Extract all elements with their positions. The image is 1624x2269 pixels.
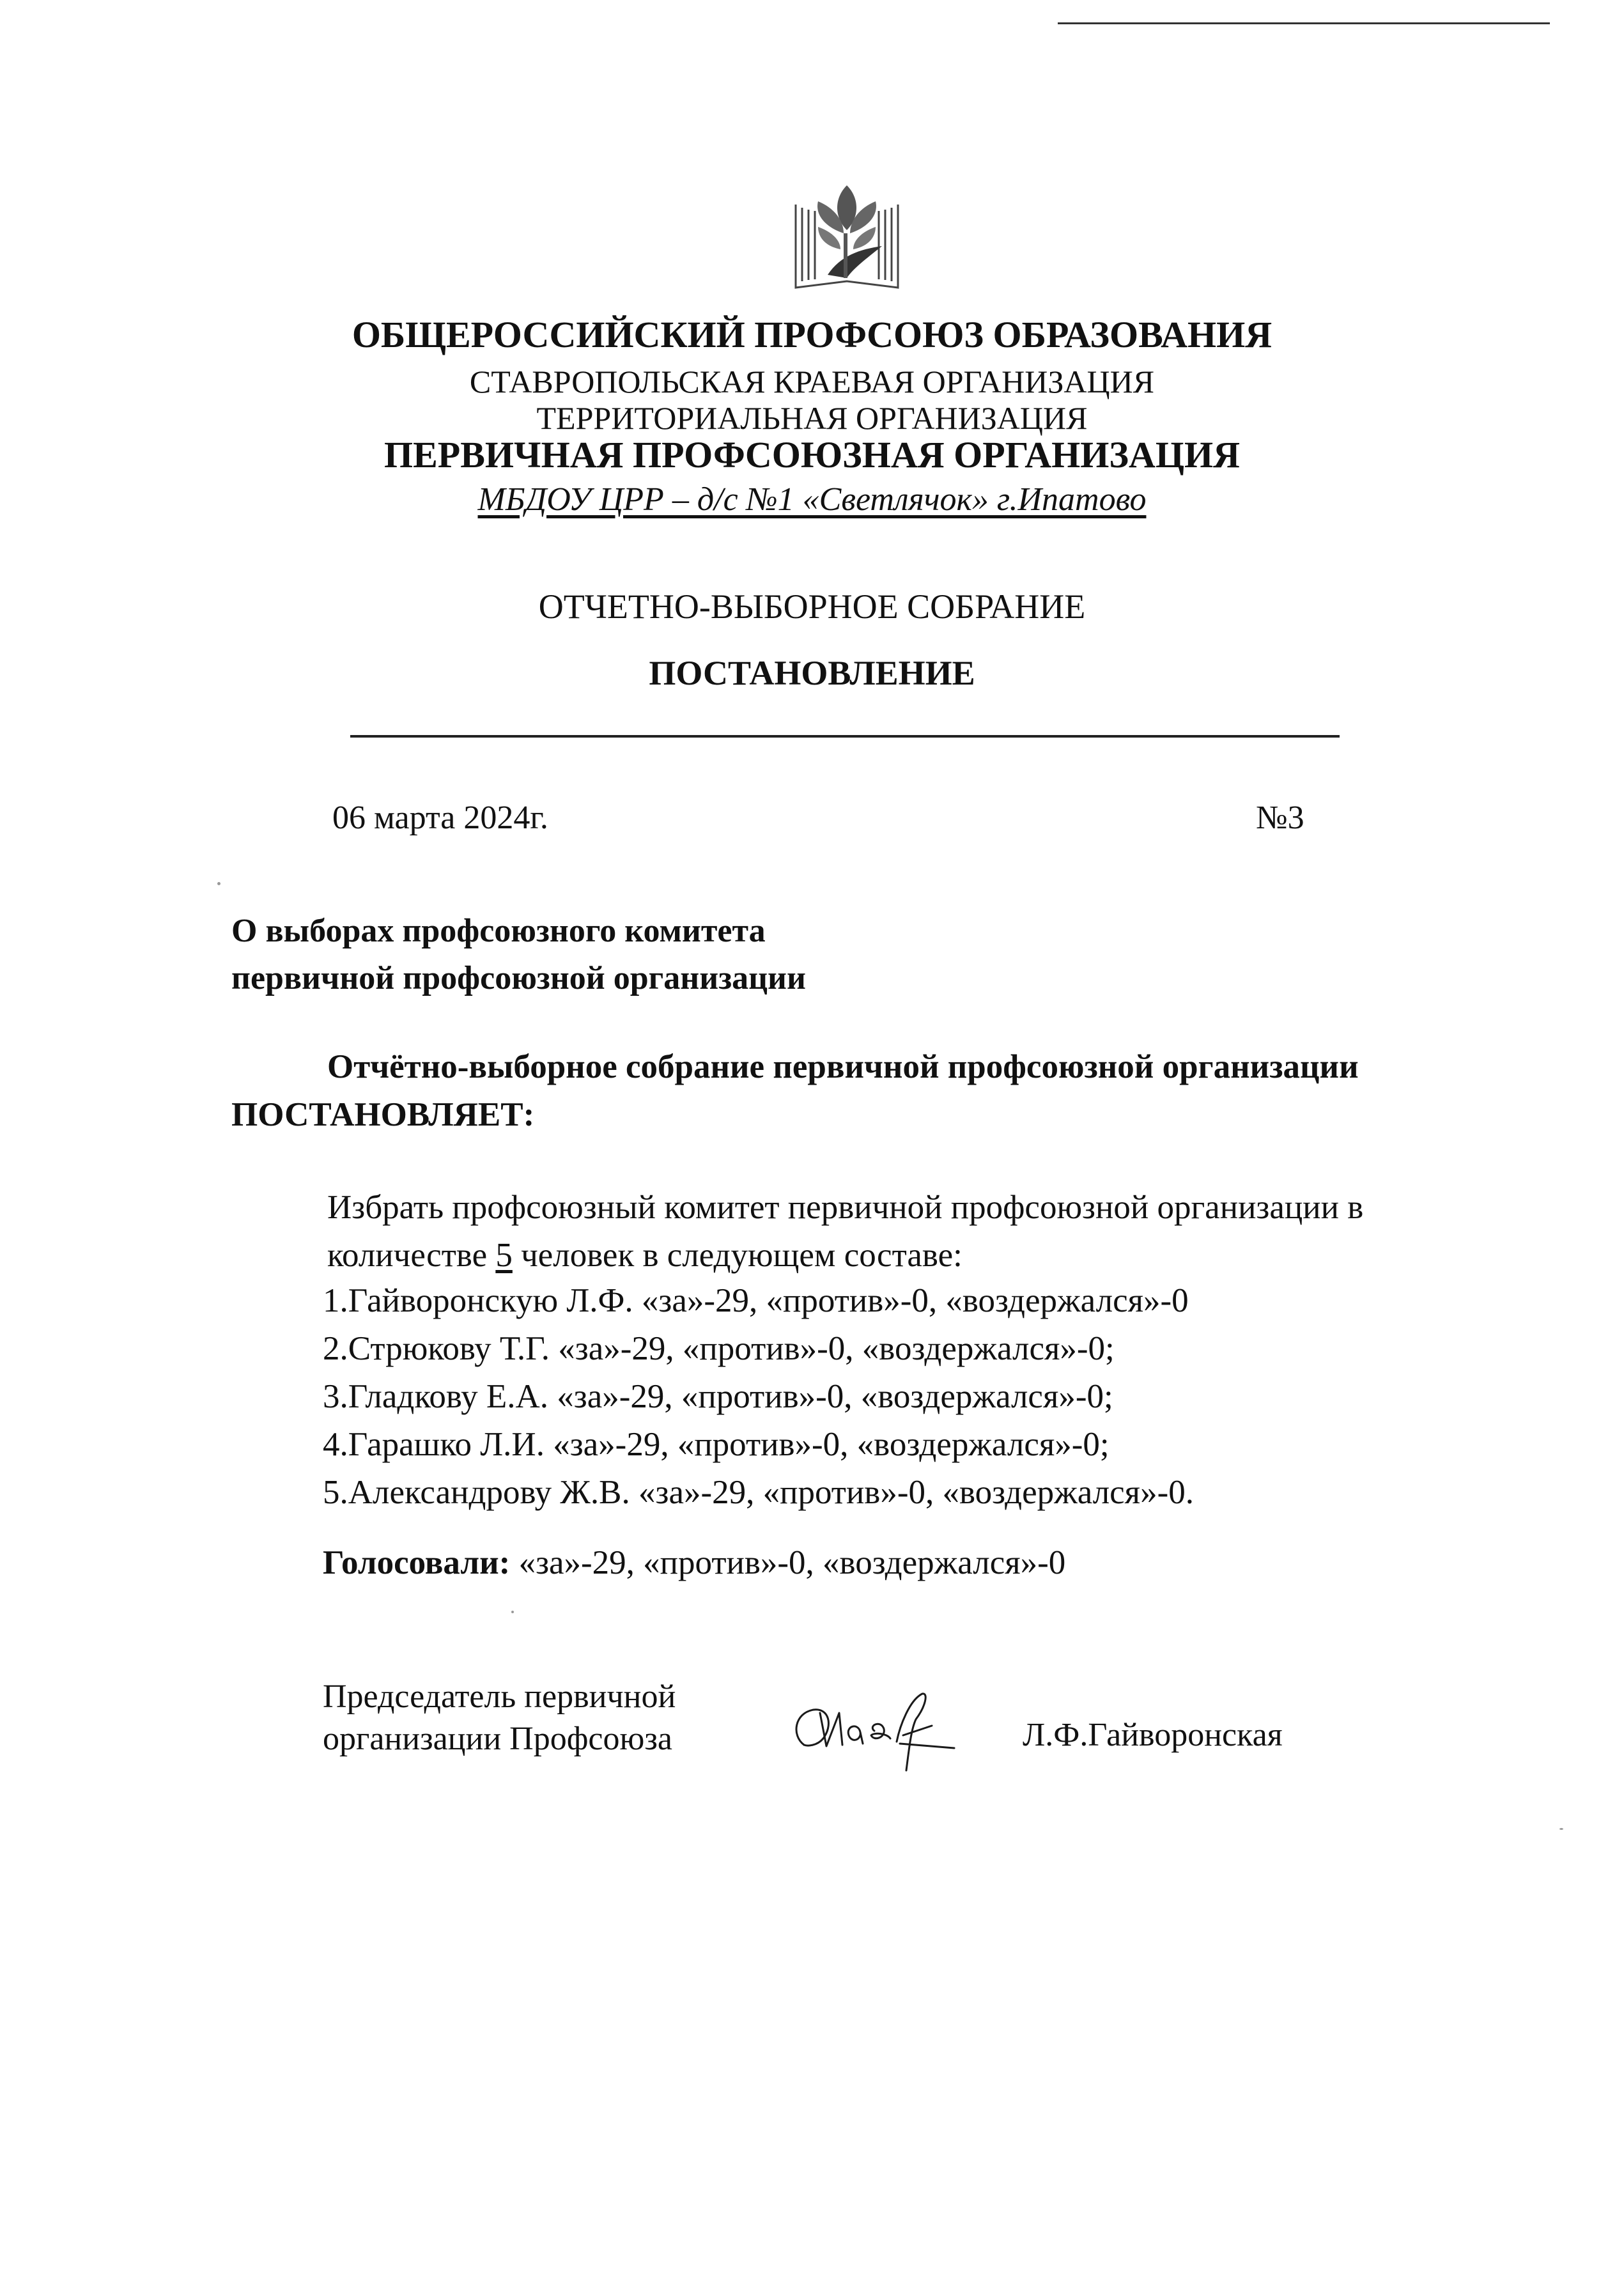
list-item: 1.Гайворонскую Л.Ф. «за»-29, «против»-0, «воздержался»-0 xyxy=(323,1282,1189,1319)
list-item: 5.Александрову Ж.В. «за»-29, «против»-0, «воздержался»-0. xyxy=(323,1474,1194,1511)
meeting-title: ОТЧЕТНО-ВЫБОРНОЕ СОБРАНИЕ xyxy=(538,587,1086,626)
scan-speck xyxy=(217,882,220,885)
union-logo-icon xyxy=(789,179,904,291)
declaration-line-1: Отчётно-выборное собрание первичной профсоюзной организации xyxy=(327,1048,1359,1085)
document-date: 06 марта 2024г. xyxy=(332,800,548,836)
position-line-1: Председатель первичной xyxy=(323,1678,676,1715)
declaration xyxy=(231,1043,1465,1139)
subject-line-1: О выборах профсоюзного комитета xyxy=(231,913,766,949)
document-type: ПОСТАНОВЛЕНИЕ xyxy=(649,654,975,692)
scan-speck xyxy=(511,1611,514,1613)
primary-organization: ПЕРВИЧНАЯ ПРОФСОЮЗНАЯ ОРГАНИЗАЦИЯ xyxy=(384,434,1240,476)
list-item: 4.Гарашко Л.И. «за»-29, «против»-0, «воздержался»-0; xyxy=(323,1426,1110,1463)
vote-values: «за»-29, «против»-0, «воздержался»-0 xyxy=(510,1544,1066,1581)
scan-speck xyxy=(1559,1828,1563,1830)
chairman-position xyxy=(323,1676,676,1760)
scan-top-line xyxy=(1058,22,1550,24)
subject-line-2: первичной профсоюзной организации xyxy=(231,960,806,996)
vote-result xyxy=(323,1544,1065,1582)
member-count: 5 xyxy=(495,1237,513,1274)
handwritten-signature-icon xyxy=(785,1675,964,1777)
declaration-line-2: ПОСТАНОВЛЯЕТ: xyxy=(231,1096,535,1133)
list-item: 3.Гладкову Е.А. «за»-29, «против»-0, «воздержался»-0; xyxy=(323,1378,1113,1415)
committee-members-list xyxy=(323,1277,1194,1517)
signer-name: Л.Ф.Гайворонская xyxy=(1023,1717,1283,1753)
header-divider xyxy=(350,735,1340,738)
resolution-text-part-2: человек в следующем составе: xyxy=(512,1237,963,1274)
resolution-text xyxy=(231,1184,1468,1280)
vote-label: Голосовали: xyxy=(323,1544,511,1581)
list-item: 2.Стрюкову Т.Г. «за»-29, «против»-0, «воздержался»-0; xyxy=(323,1330,1115,1367)
institution-name xyxy=(0,481,1624,518)
territorial-organization: ТЕРРИТОРИАЛЬНАЯ ОРГАНИЗАЦИЯ xyxy=(536,400,1088,436)
position-line-2: организации Профсоюза xyxy=(323,1721,672,1757)
regional-organization: СТАВРОПОЛЬСКАЯ КРАЕВАЯ ОРГАНИЗАЦИЯ xyxy=(469,364,1155,399)
institution-name-text: МБДОУ ЦРР – д/с №1 «Светлячок» г.Ипатово xyxy=(477,481,1147,518)
document-number: №3 xyxy=(1256,800,1304,836)
document-subject xyxy=(231,908,806,1002)
resolution-body xyxy=(231,1184,1468,1280)
union-title: ОБЩЕРОССИЙСКИЙ ПРОФСОЮЗ ОБРАЗОВАНИЯ xyxy=(352,314,1272,355)
resolution-text-part-1: Избрать профсоюзный комитет первичной профсоюзной организации в количестве xyxy=(327,1189,1364,1274)
